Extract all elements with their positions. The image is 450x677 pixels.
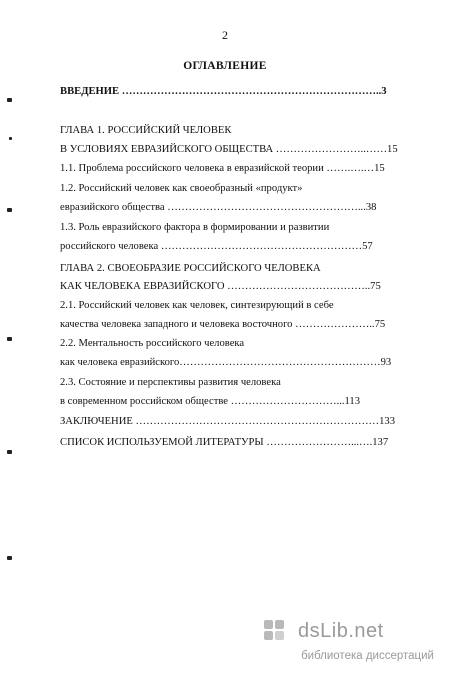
toc-entry-chapter2-line1: ГЛАВА 2. СВОЕОБРАЗИЕ РОССИЙСКОГО ЧЕЛОВЕКА bbox=[60, 263, 321, 274]
page-title: ОГЛАВЛЕНИЕ bbox=[183, 60, 267, 72]
toc-entry-1-3-line2: российского человека …………………………………………………57 bbox=[60, 241, 373, 252]
toc-entry-1-3-line1: 1.3. Роль евразийского фактора в формировании и развитии bbox=[60, 222, 330, 233]
toc-entry-2-2-line1: 2.2. Ментальность российского человека bbox=[60, 338, 245, 349]
scan-mark bbox=[9, 137, 12, 140]
scan-mark bbox=[7, 98, 12, 102]
toc-entry-1-2-line2: евразийского общества ………………………………………………...38 bbox=[60, 202, 377, 213]
toc-entry-conclusion: ЗАКЛЮЧЕНИЕ ……………………………………………………………133 bbox=[60, 416, 396, 427]
toc-entry-chapter1-line1: ГЛАВА 1. РОССИЙСКИЙ ЧЕЛОВЕК bbox=[60, 125, 232, 136]
toc-entry-chapter2-line2: КАК ЧЕЛОВЕКА ЕВРАЗИЙСКОГО …………………………………..75 bbox=[60, 281, 381, 292]
watermark-tagline: библиотека диссертаций bbox=[301, 650, 434, 662]
watermark-brand: dsLib.net bbox=[298, 620, 384, 642]
toc-entry-chapter1-line2: В УСЛОВИЯХ ЕВРАЗИЙСКОГО ОБЩЕСТВА ……………………..……15 bbox=[60, 144, 398, 155]
toc-entry-2-1-line2: качества человека западного и человека восточного …………………..75 bbox=[60, 319, 386, 330]
watermark bbox=[264, 620, 434, 668]
page-number: 2 bbox=[222, 28, 228, 42]
toc-entry-2-3-line1: 2.3. Состояние и перспективы развития человека bbox=[60, 377, 281, 388]
toc-entry-2-1-line1: 2.1. Российский человек как человек, синтезирующий в себе bbox=[60, 300, 334, 311]
grid-logo-icon bbox=[264, 620, 290, 646]
scan-mark bbox=[7, 556, 12, 560]
toc-entry-1-2-line1: 1.2. Российский человек как своеобразный «продукт» bbox=[60, 183, 303, 194]
scan-mark bbox=[7, 208, 12, 212]
toc-entry-2-2-line2: как человека евразийского…………………………………………………93 bbox=[60, 357, 392, 368]
toc-entry-2-3-line2: в современном российском обществе …………………………...113 bbox=[60, 396, 361, 407]
toc-entry-intro: ВВЕДЕНИЕ ………………………………………………………………..3 bbox=[60, 86, 387, 97]
toc-entry-bibliography: СПИСОК ИСПОЛЬЗУЕМОЙ ЛИТЕРАТУРЫ ……………………...….137 bbox=[60, 437, 389, 448]
toc-entry-1-1: 1.1. Проблема российского человека в евразийской теории …….….…15 bbox=[60, 163, 385, 174]
scan-mark bbox=[7, 337, 12, 341]
scan-mark bbox=[7, 450, 12, 454]
